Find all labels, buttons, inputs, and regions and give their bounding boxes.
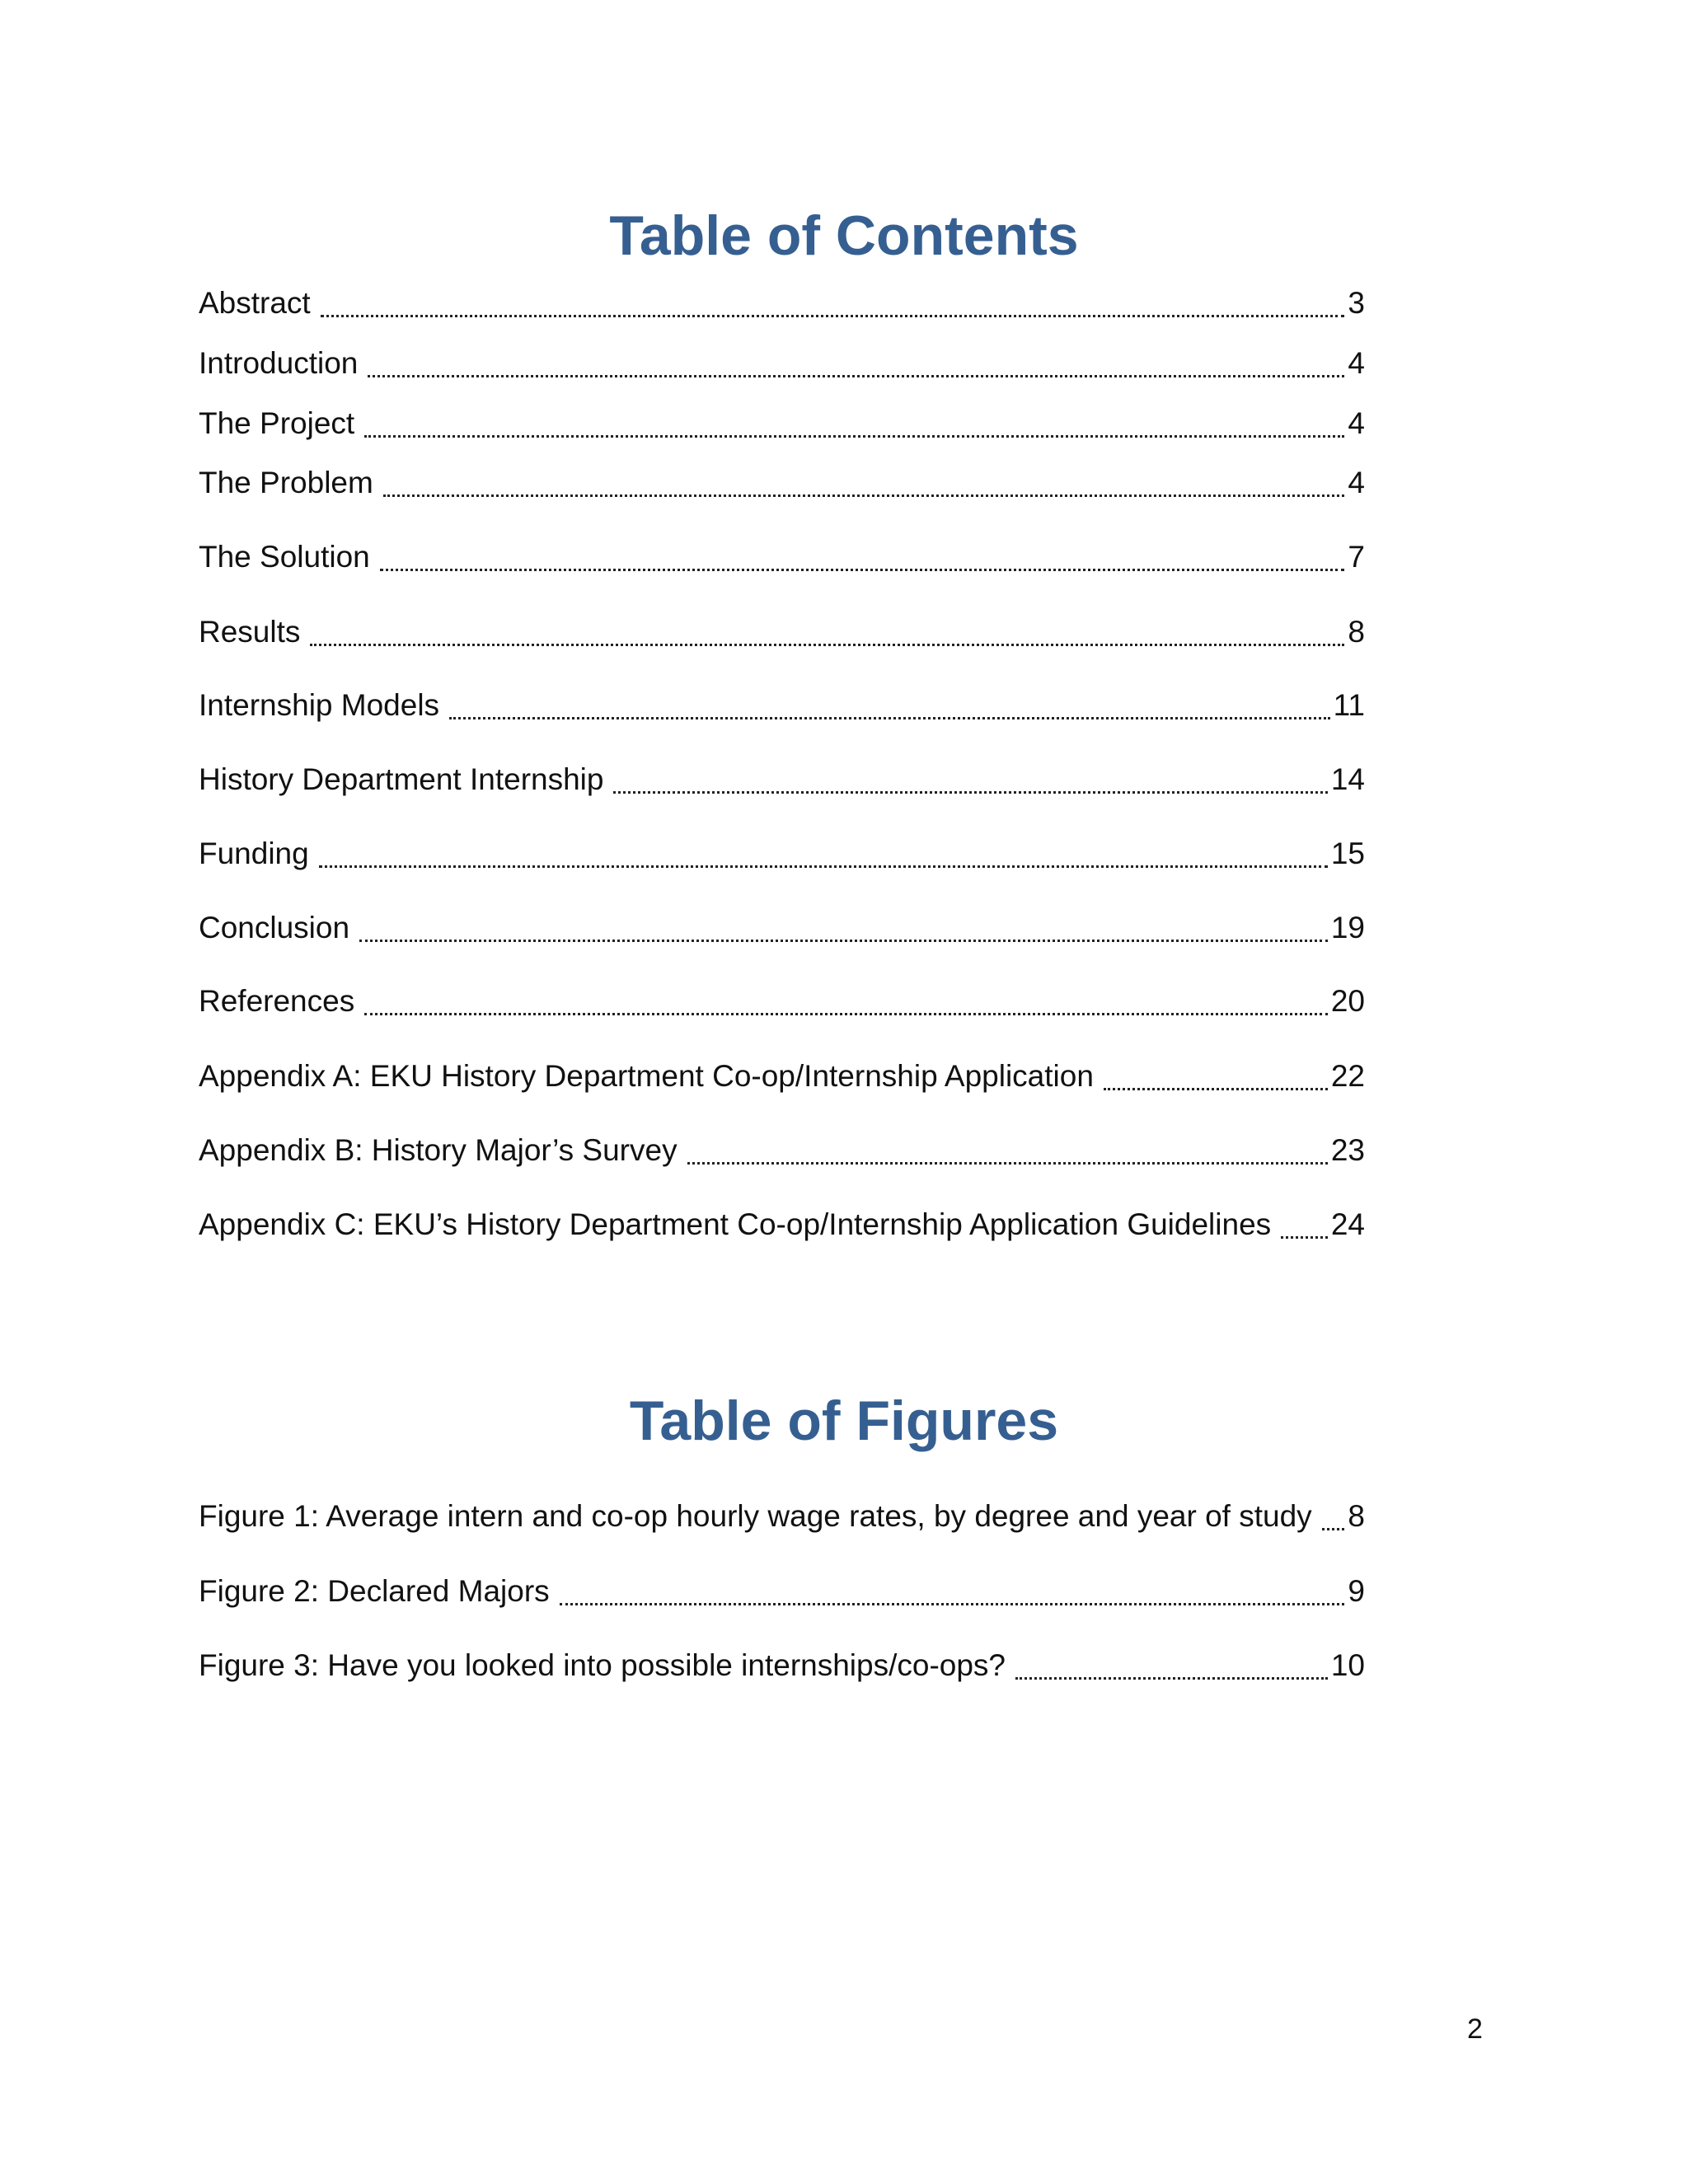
toc-entry-page-number: 14 (1330, 762, 1365, 796)
toc-entry-page-number: 15 (1330, 837, 1365, 870)
toc-entry-page-number: 4 (1348, 346, 1365, 380)
toc-entry-appendix-b[interactable] (199, 1130, 1365, 1171)
toc-entry-label: The Problem (199, 466, 373, 499)
toc-entry-page-number: 11 (1333, 688, 1365, 722)
toc-entry-page-number: 24 (1330, 1207, 1365, 1241)
dot-leader (449, 717, 1330, 719)
toc-entry-page-number: 8 (1348, 615, 1365, 649)
toc-entry-introduction[interactable] (199, 343, 1365, 384)
toc-entry-history-department-internship[interactable] (199, 759, 1365, 800)
toc-entry-funding[interactable] (199, 833, 1365, 874)
dot-leader (368, 375, 1344, 377)
toc-entry-the-project[interactable] (199, 403, 1365, 444)
tof-entry-page-number: 8 (1348, 1499, 1365, 1533)
dot-leader (310, 644, 1344, 646)
tof-entry-label: Figure 1: Average intern and co-op hourly wage rates, by degree and year of study (199, 1499, 1312, 1533)
toc-entry-label: Results (199, 615, 301, 649)
toc-entry-internship-models[interactable] (199, 685, 1365, 726)
toc-entry-label: Introduction (199, 346, 359, 380)
dot-leader (364, 435, 1344, 438)
toc-entry-the-solution[interactable] (199, 537, 1365, 578)
tof-entry-page-number: 10 (1330, 1648, 1365, 1682)
toc-entry-results[interactable] (199, 612, 1365, 653)
toc-entry-page-number: 3 (1348, 286, 1365, 320)
toc-entry-label: Appendix A: EKU History Department Co-op/Internship Application (199, 1059, 1094, 1093)
dot-leader (364, 1013, 1328, 1015)
dot-leader (380, 569, 1345, 571)
toc-entry-label: Internship Models (199, 688, 440, 722)
dot-leader (560, 1603, 1345, 1605)
toc-entry-label: History Department Internship (199, 762, 604, 796)
dot-leader (687, 1162, 1328, 1165)
dot-leader (1104, 1088, 1328, 1090)
toc-entry-the-problem[interactable] (199, 462, 1365, 504)
dot-leader (383, 494, 1345, 497)
tof-entry-figure-2[interactable] (199, 1571, 1365, 1612)
toc-entry-label: Abstract (199, 286, 311, 320)
page-number: 2 (1467, 2013, 1483, 2045)
dot-leader (613, 791, 1327, 794)
toc-entry-label: Conclusion (199, 911, 350, 944)
toc-entry-label: References (199, 984, 355, 1018)
toc-entry-appendix-a[interactable] (199, 1056, 1365, 1097)
toc-entry-label: Funding (199, 837, 309, 870)
table-of-figures-heading: Table of Figures (629, 1390, 1059, 1452)
tof-entry-label: Figure 3: Have you looked into possible internships/co-ops? (199, 1648, 1006, 1682)
tof-entry-page-number: 9 (1348, 1574, 1365, 1608)
tof-entry-figure-3[interactable] (199, 1645, 1365, 1686)
toc-entry-page-number: 4 (1348, 406, 1365, 440)
dot-leader (1281, 1236, 1328, 1239)
dot-leader (359, 940, 1328, 942)
toc-entry-appendix-c[interactable] (199, 1204, 1365, 1245)
toc-entry-page-number: 19 (1330, 911, 1365, 944)
toc-entry-label: The Solution (199, 540, 370, 574)
dot-leader (1322, 1528, 1345, 1530)
toc-entry-label: Appendix C: EKU’s History Department Co-op/Internship Application Guidelines (199, 1207, 1272, 1241)
dot-leader (321, 315, 1345, 317)
toc-entry-abstract[interactable] (199, 283, 1365, 324)
toc-entry-page-number: 22 (1330, 1059, 1365, 1093)
tof-entry-figure-1[interactable] (199, 1496, 1365, 1537)
toc-entry-page-number: 23 (1330, 1133, 1365, 1167)
toc-entry-conclusion[interactable] (199, 907, 1365, 949)
tof-entry-label: Figure 2: Declared Majors (199, 1574, 550, 1608)
toc-entry-page-number: 20 (1330, 984, 1365, 1018)
toc-entry-references[interactable] (199, 981, 1365, 1022)
toc-entry-page-number: 7 (1348, 540, 1365, 574)
table-of-contents-heading: Table of Contents (609, 204, 1079, 267)
toc-entry-page-number: 4 (1348, 466, 1365, 499)
dot-leader (1015, 1677, 1328, 1680)
dot-leader (319, 865, 1328, 868)
toc-entry-label: The Project (199, 406, 355, 440)
toc-entry-label: Appendix B: History Major’s Survey (199, 1133, 678, 1167)
